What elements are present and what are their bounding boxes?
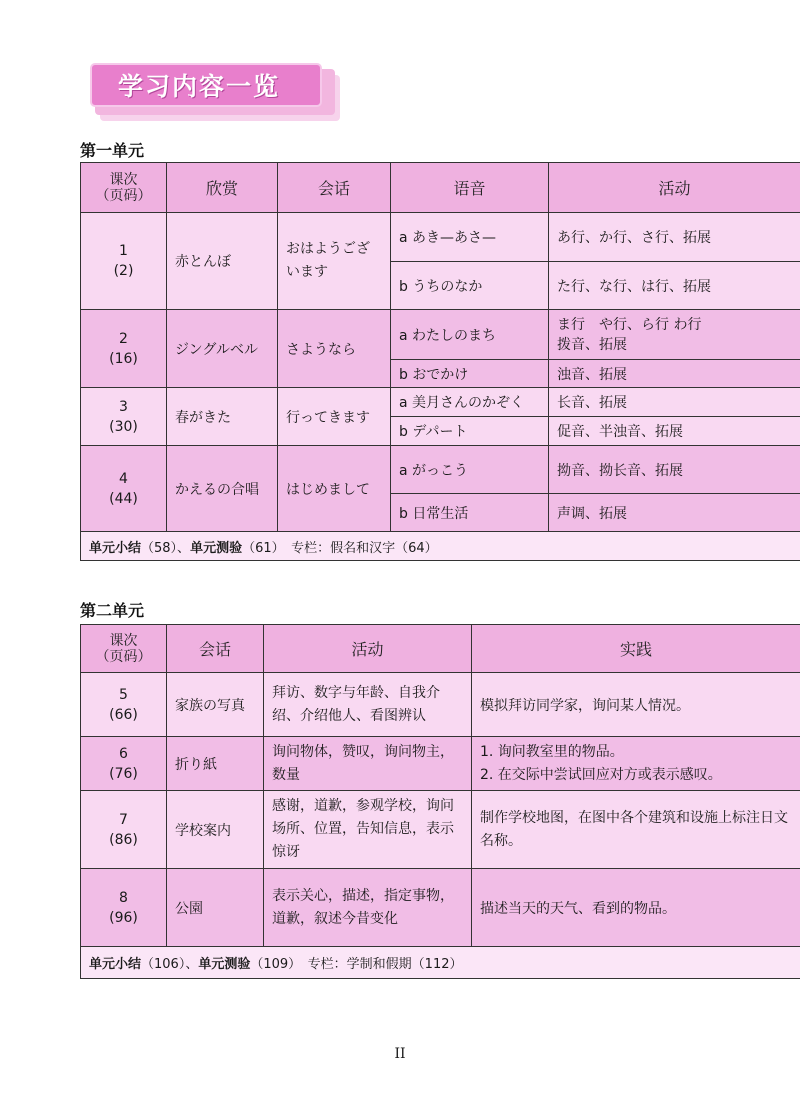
activity-cell: た行、な行、は行、拓展: [549, 262, 800, 310]
header-lesson: 课次 （页码）: [81, 625, 167, 673]
activity-cell: 感谢，道歉，参观学校，询问场所、位置，告知信息，表示惊讶: [264, 791, 472, 869]
unit2-footer-row: [81, 947, 800, 979]
table-row: [81, 673, 800, 737]
conversation-cell: 学校案内: [167, 791, 264, 869]
header-activity: 活动: [264, 625, 472, 673]
page-title: 学习内容一览: [118, 72, 281, 101]
unit1-heading: 第一单元: [80, 141, 145, 160]
conversation-cell: はじめまして: [278, 446, 391, 532]
table-row: [81, 791, 800, 869]
phonetics-cell: b デパート: [391, 417, 549, 446]
title-banner: [90, 63, 340, 123]
lesson-number: 1 (2): [81, 213, 167, 310]
practice-cell: 制作学校地图，在图中各个建筑和设施上标注日文名称。: [472, 791, 800, 869]
header-appreciation: 欣赏: [167, 163, 278, 213]
activity-cell: 拜访、数字与年龄、自我介绍、介绍他人、看图辨认: [264, 673, 472, 737]
activity-cell: 表示关心，描述，指定事物，道歉，叙述今昔变化: [264, 869, 472, 947]
practice-cell: 模拟拜访同学家，询问某人情况。: [472, 673, 800, 737]
header-lesson: 课次 （页码）: [81, 163, 167, 213]
header-conversation: 会话: [167, 625, 264, 673]
practice-cell: 描述当天的天气、看到的物品。: [472, 869, 800, 947]
practice-item: 2. 在交际中尝试回应对方或表示感叹。: [480, 766, 722, 783]
activity-cell: 长音、拓展: [549, 388, 800, 417]
appreciation-cell: かえるの合唱: [167, 446, 278, 532]
phonetics-cell: a あき—あさ—: [391, 213, 549, 262]
table-row: [81, 869, 800, 947]
conversation-cell: さようなら: [278, 310, 391, 388]
unit1-footer-row: [81, 532, 800, 561]
activity-cell: あ行、か行、さ行、拓展: [549, 213, 800, 262]
conversation-cell: 行ってきます: [278, 388, 391, 446]
lesson-number: 3 (30): [81, 388, 167, 446]
activity-cell: 拗音、拗长音、拓展: [549, 446, 800, 494]
conversation-cell: 家族の写真: [167, 673, 264, 737]
phonetics-cell: a 美月さんのかぞく: [391, 388, 549, 417]
unit2-heading: 第二单元: [80, 601, 145, 620]
table-row: [81, 213, 800, 262]
phonetics-cell: b 日常生活: [391, 494, 549, 532]
table-row: [81, 737, 800, 791]
unit-summary: 单元小结（58）、单元测验（61） 专栏：假名和汉字（64）: [81, 532, 800, 561]
unit2-table: [80, 624, 800, 979]
table-row: [81, 310, 800, 360]
appreciation-cell: ジングルベル: [167, 310, 278, 388]
lesson-number: 4 (44): [81, 446, 167, 532]
table-row: [81, 388, 800, 417]
activity-cell: 浊音、拓展: [549, 360, 800, 388]
header-conversation: 会话: [278, 163, 391, 213]
page-number: II: [394, 1046, 406, 1062]
lesson-number: 2 (16): [81, 310, 167, 388]
unit1-table: [80, 162, 800, 561]
lesson-number: 8 (96): [81, 869, 167, 947]
phonetics-cell: a がっこう: [391, 446, 549, 494]
activity-cell: 促音、半浊音、拓展: [549, 417, 800, 446]
banner-box: [90, 63, 322, 107]
lesson-number: 6 (76): [81, 737, 167, 791]
phonetics-cell: a わたしのまち: [391, 310, 549, 360]
activity-cell: 询问物体，赞叹，询问物主，数量: [264, 737, 472, 791]
phonetics-cell: b おでかけ: [391, 360, 549, 388]
header-activity: 活动: [549, 163, 800, 213]
conversation-cell: おはようございます: [278, 213, 391, 310]
header-phonetics: 语音: [391, 163, 549, 213]
lesson-number: 7 (86): [81, 791, 167, 869]
header-practice: 实践: [472, 625, 800, 673]
unit-summary: 单元小结（106）、单元测验（109） 专栏：学制和假期（112）: [81, 947, 800, 979]
conversation-cell: 公園: [167, 869, 264, 947]
table-row: [81, 446, 800, 494]
appreciation-cell: 赤とんぼ: [167, 213, 278, 310]
table-header-row: [81, 625, 800, 673]
conversation-cell: 折り紙: [167, 737, 264, 791]
practice-item: 1. 询问教室里的物品。: [480, 743, 624, 760]
lesson-number: 5 (66): [81, 673, 167, 737]
activity-cell: 声调、拓展: [549, 494, 800, 532]
table-header-row: [81, 163, 800, 213]
activity-cell: ま行 や行、ら行 わ行 拨音、拓展: [549, 310, 800, 360]
phonetics-cell: b うちのなか: [391, 262, 549, 310]
appreciation-cell: 春がきた: [167, 388, 278, 446]
practice-cell: [472, 737, 800, 791]
